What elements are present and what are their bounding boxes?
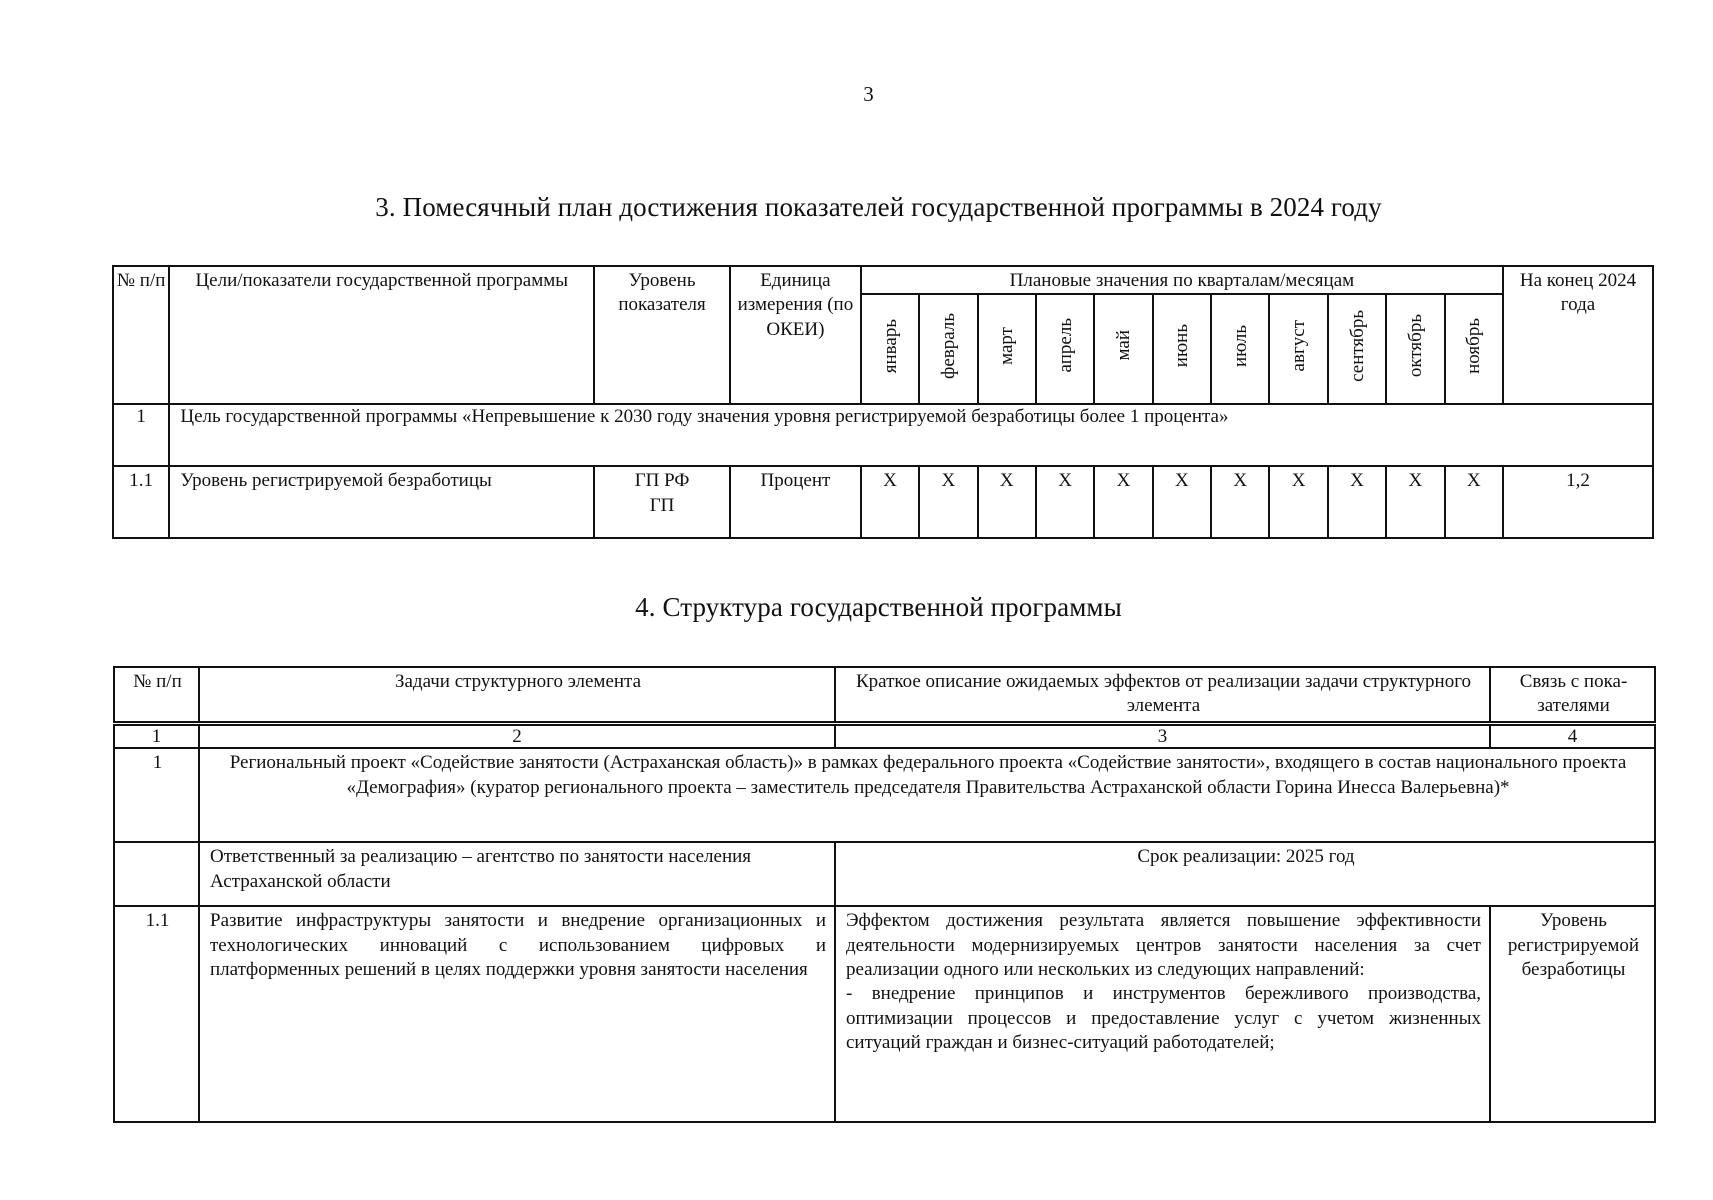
header-end-of-year: На конец 2024 года — [1503, 266, 1653, 404]
header-tasks: Задачи структурного элемента — [199, 667, 835, 723]
month-header — [978, 294, 1036, 404]
month-label: июнь — [1171, 324, 1193, 368]
responsible-text: Ответственный за реализацию – агентство по занятости населения Астраханской области — [199, 842, 835, 906]
page-number: 3 — [863, 82, 874, 106]
header-link: Связь с пока- зателями — [1490, 667, 1655, 723]
month-header — [1269, 294, 1327, 404]
month-header — [1153, 294, 1211, 404]
monthly-value: X — [919, 466, 977, 538]
monthly-value: X — [1211, 466, 1269, 538]
indicator-level — [594, 466, 730, 538]
end-of-year-value: 1,2 — [1503, 466, 1653, 538]
indicator-unit: Процент — [730, 466, 861, 538]
month-header — [1094, 294, 1152, 404]
header-level: Уровень показателя — [594, 266, 730, 404]
term-text: Срок реализации: 2025 год — [835, 842, 1655, 906]
monthly-value: X — [1269, 466, 1327, 538]
month-header — [1036, 294, 1094, 404]
month-label: июль — [1229, 324, 1251, 367]
column-number: 4 — [1490, 723, 1655, 748]
monthly-value: X — [1386, 466, 1444, 538]
effect-intro: Эффектом достижения результата является повышение эффективности деятельности модернизируемых центров занятости населения за счет реализации одного или нескольких из следующих направлений: — [846, 910, 1481, 981]
header-planned-values: Плановые значения по кварталам/месяцам — [861, 266, 1503, 294]
level-line: ГП РФ — [634, 470, 690, 492]
header-num: № п/п — [114, 667, 199, 723]
header-effects: Краткое описание ожидаемых эффектов от реализации задачи структурного элемента — [835, 667, 1490, 723]
monthly-value: X — [861, 466, 919, 538]
month-label: январь — [879, 318, 901, 373]
table-row — [113, 466, 1653, 538]
empty-cell — [114, 842, 199, 906]
month-label: октябрь — [1404, 314, 1426, 378]
task-link: Уровень регистрируемой безработицы — [1490, 906, 1655, 1122]
goal-row — [113, 404, 1653, 466]
task-num: 1.1 — [114, 906, 199, 1122]
month-label: август — [1288, 319, 1310, 372]
task-effects — [835, 906, 1490, 1122]
header-goal: Цели/показатели государственной программы — [169, 266, 594, 404]
task-text: Развитие инфраструктуры занятости и внедрение организационных и технологических инноваций с использованием цифровых и платформенных решений в целях поддержки уровня занятости населения — [199, 906, 835, 1122]
header-unit: Единица измерения (по ОКЕИ) — [730, 266, 861, 404]
column-number: 1 — [114, 723, 199, 748]
indicator-name: Уровень регистрируемой безработицы — [169, 466, 594, 538]
month-header — [1445, 294, 1503, 404]
monthly-value: X — [978, 466, 1036, 538]
month-label: ноябрь — [1463, 317, 1485, 374]
monthly-plan-table — [112, 265, 1654, 539]
goal-num: 1 — [113, 404, 169, 466]
monthly-value: X — [1036, 466, 1094, 538]
task-row — [114, 906, 1655, 1122]
monthly-value: X — [1094, 466, 1152, 538]
month-header — [1211, 294, 1269, 404]
month-label: май — [1113, 330, 1135, 361]
level-line: ГП — [649, 494, 675, 516]
section-4-heading: 4. Структура государственной программы — [635, 592, 1122, 622]
monthly-value: X — [1445, 466, 1503, 538]
month-header — [1386, 294, 1444, 404]
program-structure-table — [113, 666, 1656, 1123]
section-3-heading: 3. Помесячный план достижения показателей государственной программы в 2024 году — [375, 192, 1382, 222]
responsible-row — [114, 842, 1655, 906]
month-header — [1328, 294, 1386, 404]
monthly-value: X — [1153, 466, 1211, 538]
month-header — [919, 294, 977, 404]
effect-item: - внедрение принципов и инструментов бережливого производства, оптимизации процессов и предоставление услуг с учетом жизненных ситуаций граждан и бизнес-ситуаций работодателей; — [846, 983, 1481, 1054]
project-row — [114, 748, 1655, 842]
column-number: 2 — [199, 723, 835, 748]
month-label: февраль — [937, 312, 959, 379]
month-label: апрель — [1054, 318, 1076, 373]
monthly-value: X — [1328, 466, 1386, 538]
project-text: Региональный проект «Содействие занятости (Астраханская область)» в рамках федерального проекта «Содействие занятости», входящего в состав национального проекта «Демография» (куратор регионального проекта – заместитель председателя Правительства Астраханской области Горина Инесса Валерьевна)* — [199, 748, 1655, 842]
indicator-num: 1.1 — [113, 466, 169, 538]
header-num: № п/п — [113, 266, 169, 404]
project-num: 1 — [114, 748, 199, 842]
column-number: 3 — [835, 723, 1490, 748]
month-label: март — [996, 326, 1018, 365]
month-label: сентябрь — [1346, 309, 1368, 382]
goal-text: Цель государственной программы «Непревышение к 2030 году значения уровня регистрируемой безработицы более 1 процента» — [169, 404, 1653, 466]
month-header — [861, 294, 919, 404]
